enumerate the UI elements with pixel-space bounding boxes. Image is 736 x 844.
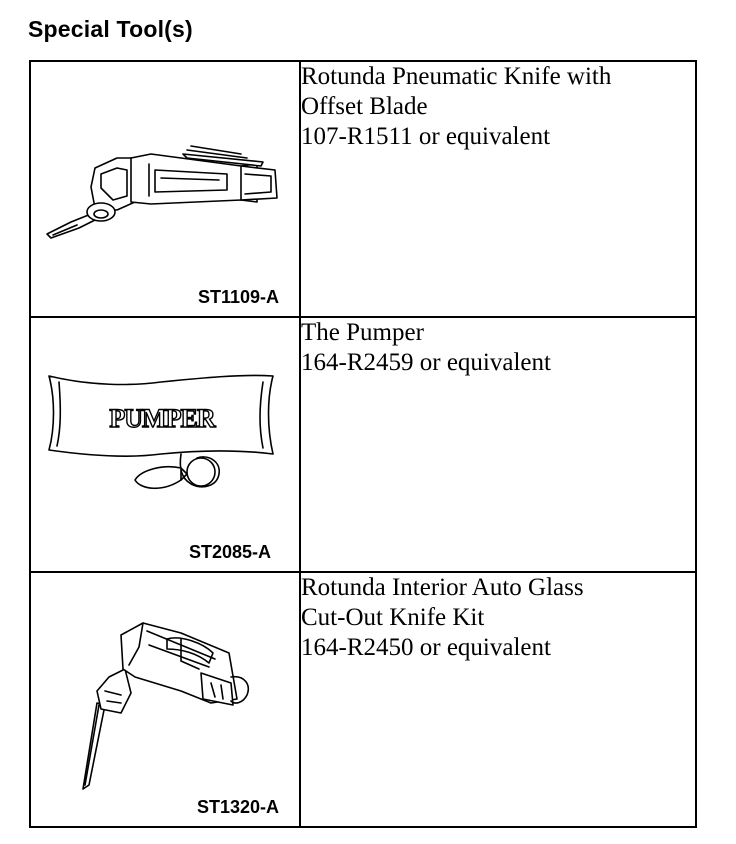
pumper-bag-icon <box>31 318 299 571</box>
glass-cutout-knife-icon <box>31 573 299 826</box>
tool-row <box>30 61 696 317</box>
tool-description-cell <box>300 61 696 317</box>
tool-name: Rotunda Interior Auto Glass <box>301 574 584 601</box>
tool-name: The Pumper <box>301 319 424 346</box>
bag-label: PUMPER <box>109 404 215 433</box>
tool-illustration-cell <box>30 61 300 317</box>
tool-part-number: 164-R2459 or equivalent <box>301 349 551 376</box>
tool-name: Rotunda Pneumatic Knife with <box>301 63 612 90</box>
tool-description-cell <box>300 317 696 572</box>
tool-illustration-cell <box>30 572 300 827</box>
page-title: Special Tool(s) <box>28 16 193 42</box>
tool-row <box>30 317 696 572</box>
figure-id: ST1320-A <box>196 797 279 817</box>
tool-description-cell <box>300 572 696 827</box>
tool-part-number: 164-R2450 or equivalent <box>301 634 551 661</box>
tool-name-cont: Offset Blade <box>301 93 428 120</box>
tool-name-cont: Cut-Out Knife Kit <box>301 604 485 631</box>
tool-illustration-cell <box>30 317 300 572</box>
tool-row <box>30 572 696 827</box>
pneumatic-knife-icon <box>31 62 299 316</box>
special-tools-table <box>29 60 697 828</box>
figure-id: ST1109-A <box>197 287 279 307</box>
tool-part-number: 107-R1511 or equivalent <box>301 123 551 150</box>
figure-id: ST2085-A <box>188 542 271 562</box>
